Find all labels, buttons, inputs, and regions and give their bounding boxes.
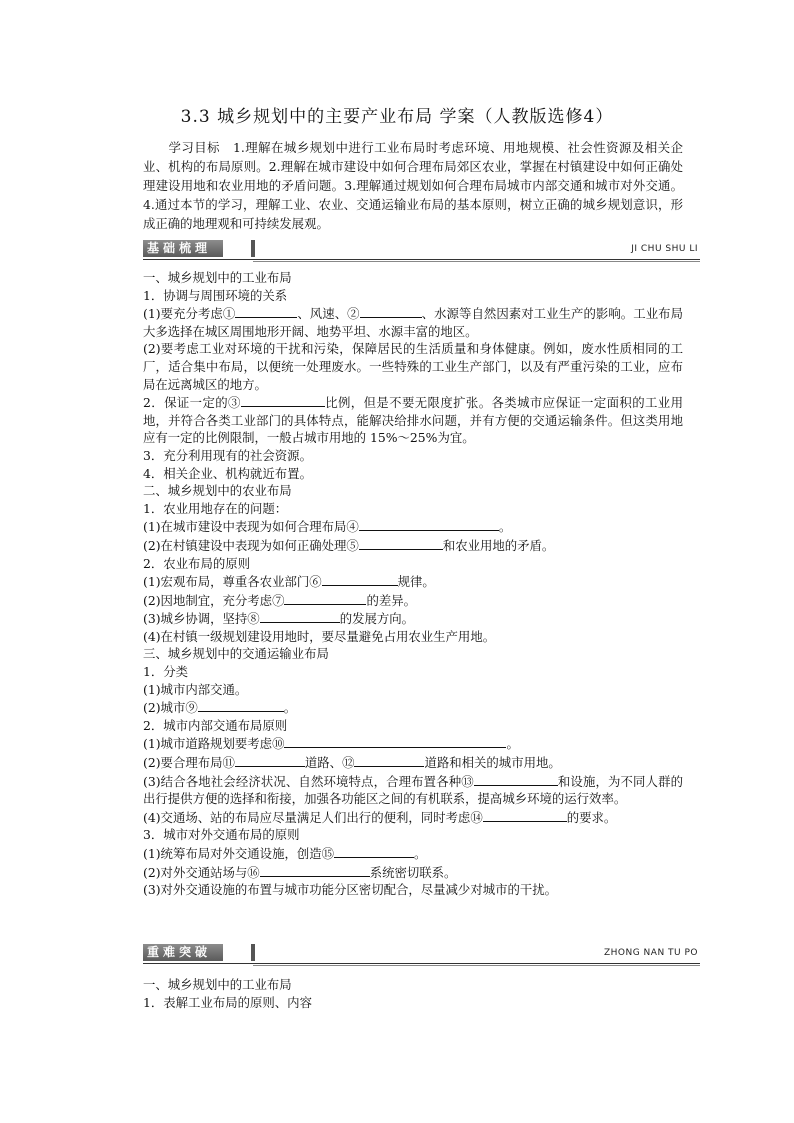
paragraph: 2．保证一定的③ 比例，但是不要无限度扩张。各类城市应保证一定面积的工业用地，并符合各类工业部门的具体特点，能解决给排水问题，并有方便的交通运输条件。但这类用地应有一定的比例限制，一般占城市用地的 15%～25%为宜。 [143,395,683,446]
section-heading: 二、城乡规划中的农业布局 [143,483,292,499]
fill-blank-11[interactable] [235,753,305,767]
key-points-content [143,976,683,1011]
fill-blank-13[interactable] [474,772,558,786]
paragraph: 3．城市对外交通布局的原则 [143,827,300,843]
paragraph: 1．表解工业布局的原则、内容 [143,994,312,1010]
paragraph: (1)城市道路规划要考虑⑩ 。 [143,736,519,752]
paragraph: (3)结合各地社会经济状况、自然环境特点，合理布置各种⑬ 和设施，为不同人群的出行提供方便的选择和衔接，加强各功能区之间的有机联系，提高城乡环境的运行效率。 [143,773,683,807]
section-heading: 三、城乡规划中的交通运输业布局 [143,646,329,662]
learning-goals: 学习目标 1.理解在城乡规划中进行工业布局时考虑环境、用地规模、社会性资源及相关企业、机构的布局原则。2.理解在城市建设中如何合理布局郊区农业，掌握在村镇建设中如何正确处理建设用地和农业用地的矛盾问题。3.理解通过规划如何合理布局城市内部交通和城市对外交通。4.通过本节的学习，理解工业、农业、交通运输业布局的基本原则，树立正确的城乡规划意识，形成正确的地理观和可持续发展观。 [143,140,683,231]
fill-blank-4[interactable] [359,517,499,531]
paragraph: 1．农业用地存在的问题： [143,500,288,516]
banner-pinyin: ZHONG NAN TU PO [603,948,698,958]
paragraph: 1．协调与周围环境的关系 [143,287,288,303]
fill-blank-9[interactable] [198,698,284,712]
paragraph: (1)宏观布局，尊重各农业部门⑥ 规律。 [143,574,435,590]
section-heading: 一、城乡规划中的工业布局 [143,977,292,992]
fill-blank-1[interactable] [235,304,297,318]
section-banner-basics [143,240,700,262]
fill-blank-10[interactable] [284,734,506,748]
paragraph: (4)在村镇一级规划建设用地时，要尽量避免占用农业生产用地。 [143,628,496,644]
paragraph: (1)统筹布局对外交通设施，创造⑮ 。 [143,846,427,861]
fill-blank-12[interactable] [354,753,424,767]
paragraph: (4)交通场、站的布局应尽量满足人们出行的便利，同时考虑⑭ 的要求。 [143,809,617,825]
section-heading: 一、城乡规划中的工业布局 [143,270,292,285]
paragraph: 2．城市内部交通布局原则 [143,717,288,733]
paragraph: 2．农业布局的原则 [143,555,251,571]
paragraph: 3．充分利用现有的社会资源。 [143,447,312,463]
paragraph: (2)要考虑工业对环境的干扰和污染，保障居民的生活质量和身体健康。例如，废水性质相同的工厂，适合集中布局，以便统一处理废水。一些特殊的工业生产部门，以及有严重污染的工业，应布局在远离城区的地方。 [143,341,683,392]
fill-blank-14[interactable] [483,808,567,822]
section-banner-key-points [143,944,700,966]
fill-blank-5[interactable] [359,536,443,550]
paragraph: (3)对外交通设施的布置与城市功能分区密切配合，尽量减少对城市的干扰。 [143,882,558,898]
paragraph: 4．相关企业、机构就近布置。 [143,465,312,481]
basics-content [143,269,683,899]
paragraph: (1)要充分考虑① 、风速、② 、水源等自然因素对工业生产的影响。工业布局大多选择在城区周围地形开阔、地势平坦、水源丰富的地区。 [143,306,683,339]
fill-blank-7[interactable] [284,591,366,605]
page-title: 3.3 城乡规划中的主要产业布局 学案（人教版选修4） [180,107,614,127]
fill-blank-16[interactable] [260,863,370,877]
paragraph: (2)因地制宜，充分考虑⑦ 的差异。 [143,592,417,608]
banner-pinyin: JI CHU SHU LI [631,244,698,254]
paragraph: (1)城市内部交通。 [143,681,248,697]
paragraph: (2)要合理布局⑪ 道路、⑫ 道路和相关的城市用地。 [143,755,561,771]
fill-blank-2[interactable] [360,304,422,318]
banner-label: 基础梳理 [143,240,223,257]
paragraph: (2)对外交通站场与⑯ 系统密切联系。 [143,864,457,880]
paragraph: (3)城乡协调，坚持⑧ 的发展方向。 [143,611,415,627]
paragraph: 1．分类 [143,664,189,680]
banner-label: 重难突破 [143,944,223,961]
fill-blank-15[interactable] [334,844,414,858]
paragraph: (1)在城市建设中表现为如何合理布局④ 。 [143,519,512,535]
paragraph: (2)城市⑨ 。 [143,700,297,716]
paragraph: (2)在村镇建设中表现为如何正确处理⑤ 和农业用地的矛盾。 [143,537,555,553]
fill-blank-8[interactable] [260,609,340,623]
fill-blank-6[interactable] [322,572,398,586]
fill-blank-3[interactable] [241,393,325,407]
